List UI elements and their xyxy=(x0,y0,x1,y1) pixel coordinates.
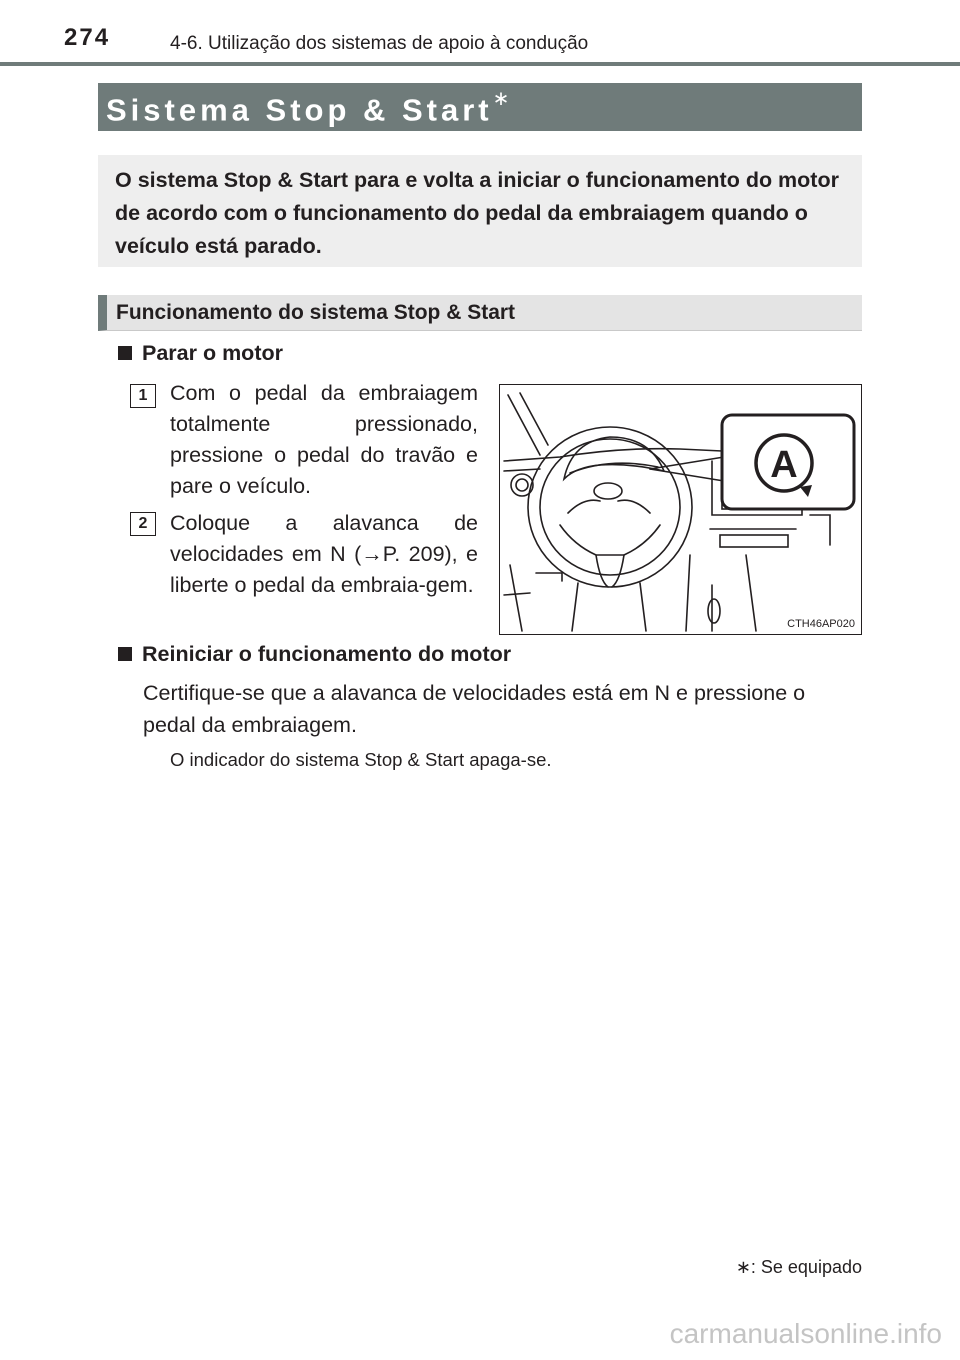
subsection-title: Funcionamento do sistema Stop & Start xyxy=(116,301,516,324)
restart-note: O indicador do sistema Stop & Start apaga-se. xyxy=(170,749,552,770)
intro-box xyxy=(98,155,862,267)
square-bullet-icon xyxy=(118,346,132,360)
illustration-code: CTH46AP020 xyxy=(787,618,855,630)
step-text-2: Coloque a alavanca de velocidades em N (→P. 209), e liberte o pedal da embraia-gem. xyxy=(170,511,478,597)
dashboard-drawing xyxy=(500,385,860,633)
section-title-text: Sistema Stop & Start xyxy=(106,92,493,128)
section-title xyxy=(106,90,509,128)
restart-engine-heading xyxy=(118,642,511,667)
subsection-bar xyxy=(98,295,862,331)
section-title-bar xyxy=(98,83,862,131)
intro-text: O sistema Stop & Start para e volta a iniciar o funcionamento do motor de acordo com o funcionamento do pedal da embraiagem quando o veículo está parado. xyxy=(115,168,839,258)
restart-engine-heading-text: Reiniciar o funcionamento do motor xyxy=(142,642,512,666)
page-number: 274 xyxy=(64,24,111,51)
footnote: ∗: Se equipado xyxy=(735,1257,862,1277)
stop-engine-heading-text: Parar o motor xyxy=(142,341,283,365)
equipment-mark: ∗ xyxy=(492,88,510,110)
watermark: carmanualsonline.info xyxy=(669,1318,942,1349)
running-header: 4-6. Utilização dos sistemas de apoio à condução xyxy=(170,33,589,54)
dashboard-illustration xyxy=(499,384,862,635)
callout-letter: A xyxy=(770,444,798,486)
header-rule xyxy=(0,62,960,66)
square-bullet-icon xyxy=(118,647,132,661)
step-marker-1: 1 xyxy=(130,384,156,408)
step-marker-2: 2 xyxy=(130,512,156,536)
stop-engine-heading xyxy=(118,341,283,366)
restart-body-text: Certifique-se que a alavanca de velocidades está em N e pressione o pedal da embraiagem. xyxy=(143,681,806,737)
step-text-1: Com o pedal da embraiagem totalmente pressionado, pressione o pedal do travão e pare o veículo. xyxy=(170,381,478,498)
